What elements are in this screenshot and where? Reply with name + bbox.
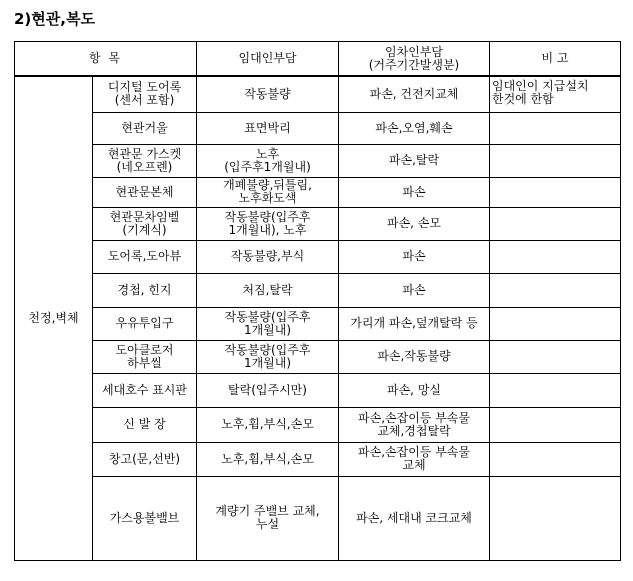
row-remarks [490, 207, 621, 240]
responsibility-table [14, 41, 621, 561]
row-landlord: 작동불량(입주후 1개월내) [197, 340, 339, 373]
row-remarks [490, 307, 621, 340]
row-tenant: 파손 [339, 177, 490, 207]
table-row [15, 373, 621, 407]
row-landlord: 표면박리 [197, 112, 339, 144]
header-remarks: 비 고 [490, 42, 621, 77]
group-label: 천정,벽체 [15, 76, 93, 560]
row-remarks [490, 476, 621, 560]
table-row [15, 177, 621, 207]
row-tenant: 파손,손잡이등 부속물 교체,경첩탈락 [339, 407, 490, 442]
row-tenant: 파손 [339, 273, 490, 307]
row-remarks [490, 340, 621, 373]
row-item: 세대호수 표시판 [93, 373, 197, 407]
row-tenant: 파손 [339, 240, 490, 273]
row-item: 도어록,도아뷰 [93, 240, 197, 273]
row-remarks [490, 144, 621, 177]
row-landlord: 작동불량(입주후 1개월내) [197, 307, 339, 340]
row-item: 현관문본체 [93, 177, 197, 207]
row-landlord: 처짐,탈락 [197, 273, 339, 307]
row-remarks [490, 373, 621, 407]
row-remarks [490, 112, 621, 144]
table-row [15, 476, 621, 560]
row-landlord: 개폐불량,뒤틀림, 노후화도색 [197, 177, 339, 207]
row-remarks [490, 442, 621, 476]
table-row [15, 442, 621, 476]
table-row [15, 112, 621, 144]
row-tenant: 파손,오염,훼손 [339, 112, 490, 144]
row-tenant: 파손, 세대내 코크교체 [339, 476, 490, 560]
row-tenant: 파손,손잡이등 부속물 교체 [339, 442, 490, 476]
row-remarks [490, 273, 621, 307]
row-tenant: 파손, 건전지교체 [339, 76, 490, 112]
table-row [15, 144, 621, 177]
row-landlord: 작동불량 [197, 76, 339, 112]
row-item: 신 발 장 [93, 407, 197, 442]
row-item: 우유투입구 [93, 307, 197, 340]
row-item: 도아클로저 하부씰 [93, 340, 197, 373]
row-item: 디지털 도어록 (센서 포함) [93, 76, 197, 112]
row-landlord: 노후 (입주후1개월내) [197, 144, 339, 177]
row-landlord: 노후,휨,부식,손모 [197, 442, 339, 476]
row-remarks [490, 240, 621, 273]
row-item: 경첩, 힌지 [93, 273, 197, 307]
row-tenant: 파손,탈락 [339, 144, 490, 177]
row-tenant: 가리개 파손,덮개탈락 등 [339, 307, 490, 340]
table-header-row [15, 42, 621, 77]
table-row [15, 240, 621, 273]
table-row [15, 340, 621, 373]
row-remarks: 임대인이 지급설치 한것에 한함 [490, 76, 621, 112]
row-tenant: 파손,작동불량 [339, 340, 490, 373]
row-remarks [490, 407, 621, 442]
header-item: 항 목 [15, 42, 197, 77]
row-landlord: 탈락(입주시만) [197, 373, 339, 407]
table-row [15, 76, 621, 112]
row-remarks [490, 177, 621, 207]
row-item: 현관거울 [93, 112, 197, 144]
row-item: 창고(문,선반) [93, 442, 197, 476]
table-row [15, 307, 621, 340]
header-tenant: 임차인부담 (거주기간발생분) [339, 42, 490, 77]
row-item: 현관문 가스켓 (네오프렌) [93, 144, 197, 177]
row-tenant: 파손, 망실 [339, 373, 490, 407]
row-item: 가스용볼밸브 [93, 476, 197, 560]
row-landlord: 계량기 주밸브 교체, 누설 [197, 476, 339, 560]
table-row [15, 273, 621, 307]
row-landlord: 작동불량(입주후 1개월내), 노후 [197, 207, 339, 240]
row-landlord: 노후,휨,부식,손모 [197, 407, 339, 442]
row-tenant: 파손, 손모 [339, 207, 490, 240]
header-landlord: 임대인부담 [197, 42, 339, 77]
table-row [15, 207, 621, 240]
table-row [15, 407, 621, 442]
row-item: 현관문차임벨 (기계식) [93, 207, 197, 240]
section-title: 2)현관,복도 [14, 10, 95, 28]
row-landlord: 작동불량,부식 [197, 240, 339, 273]
